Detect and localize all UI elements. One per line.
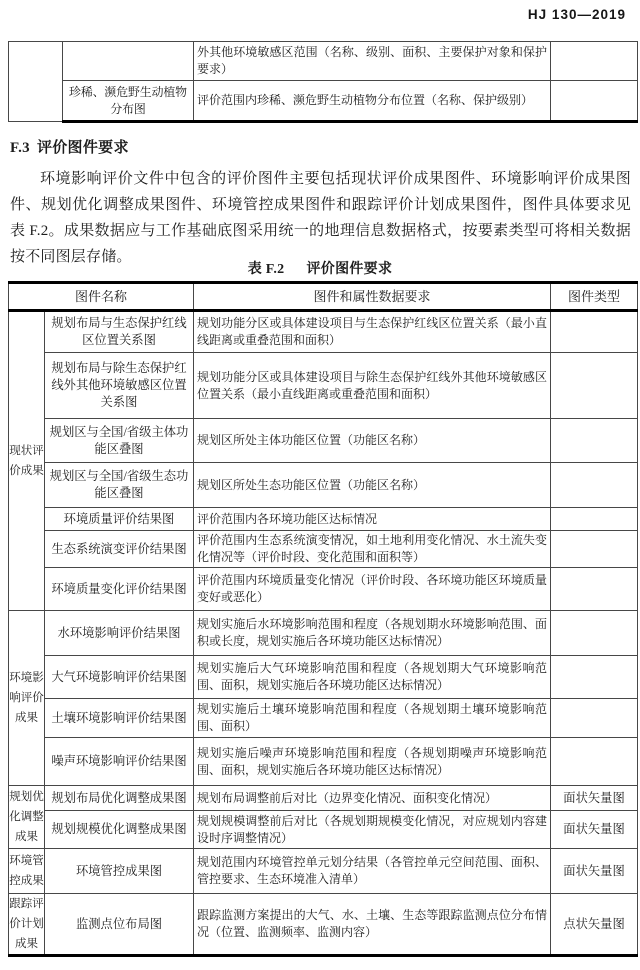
table-header-row [9,283,638,311]
table-row [9,786,638,811]
section-heading [10,136,129,157]
cell-map-type: 面状矢量图 [551,811,638,849]
table-caption-title: 评价图件要求 [306,262,393,277]
cell-group-label: 现状评价成果 [9,311,45,611]
cell-map-name: 规划布局与除生态保护红线外其他环境敏感区位置关系图 [45,353,194,419]
header-map-type: 图件类型 [551,283,638,311]
cell-map-name: 规划区与全国/省级主体功能区叠图 [45,419,194,463]
cell-map-type [551,463,638,508]
cell-map-name: 规划规模优化调整成果图 [45,811,194,849]
table-row [9,568,638,611]
cell-requirement: 规划功能分区或具体建设项目与除生态保护红线外其他环境敏感区位置关系（最小直线距离或重叠范围和面积） [194,353,551,419]
cell-map-type [551,42,638,81]
cell-map-type [551,311,638,353]
cell-requirement: 规划实施后噪声环境影响范围和程度（各规划期噪声环境影响范围、面积，规划实施后各环境功能区达标情况） [194,738,551,786]
table-row [9,738,638,786]
table-caption [0,258,640,278]
table-row [9,894,638,956]
table-row [9,656,638,699]
cell-requirement: 规划区所处主体功能区位置（功能区名称） [194,419,551,463]
cell-requirement: 规划规模调整前后对比（各规划期规模变化情况，对应规划内容建设时序调整情况） [194,811,551,849]
cell-map-name: 水环境影响评价结果图 [45,611,194,656]
cell-requirement: 规划实施后水环境影响范围和程度（各规划期水环境影响范围、面积或长度，规划实施后各环境功能区达标情况） [194,611,551,656]
table-row [9,811,638,849]
table-row [9,849,638,894]
section-number: F.3 [10,140,30,156]
cell-requirement: 规划范围内环境管控单元划分结果（各管控单元空间范围、面积、管控要求、生态环境准入清单） [194,849,551,894]
table-row [9,42,638,81]
cell-map-name: 环境质量评价结果图 [45,508,194,531]
table-row [9,508,638,531]
body-paragraph: 环境影响评价文件中包含的评价图件主要包括现状评价成果图件、环境影响评价成果图件、规划优化调整成果图件、环境管控成果图件和跟踪评价计划成果图件，图件具体要求见表 F.2。成果数据应与工作基础底图采用统一的地理信息数据格式，按要素类型可将相关数据按不同图层存储。 [10,171,631,265]
cell-requirement: 规划功能分区或具体建设项目与生态保护红线区位置关系（最小直线距离或重叠范围和面积） [194,311,551,353]
table-f1-continuation [8,41,638,123]
cell-requirement: 规划布局调整前后对比（边界变化情况、面积变化情况） [194,786,551,811]
cell-map-name: 生态系统演变评价结果图 [45,531,194,568]
cell-requirement: 评价范围内各环境功能区达标情况 [194,508,551,531]
cell-map-name: 规划布局优化调整成果图 [45,786,194,811]
cell-map-type [551,568,638,611]
table-row [9,311,638,353]
table-f2 [8,281,638,957]
cell-map-name: 土壤环境影响评价结果图 [45,699,194,738]
header-requirement: 图件和属性数据要求 [194,283,551,311]
cell-map-type [551,353,638,419]
cell-map-type [551,611,638,656]
cell-requirement: 评价范围内珍稀、濒危野生动植物分布位置（名称、保护级别） [194,81,551,122]
cell-map-type [551,699,638,738]
table-row [9,699,638,738]
table-row [9,81,638,122]
cell-map-name: 大气环境影响评价结果图 [45,656,194,699]
cell-map-type: 面状矢量图 [551,849,638,894]
header-map-name: 图件名称 [9,283,194,311]
cell-map-type [551,738,638,786]
cell-requirement: 规划实施后大气环境影响范围和程度（各规划期大气环境影响范围、面积，规划实施后各环境功能区达标情况） [194,656,551,699]
cell-group-empty [9,42,63,122]
cell-map-type [551,531,638,568]
cell-group-label: 环境管控成果 [9,849,45,894]
cell-map-name: 监测点位布局图 [45,894,194,956]
cell-map-type: 点状矢量图 [551,894,638,956]
section-title: 评价图件要求 [36,140,129,156]
cell-map-type: 面状矢量图 [551,786,638,811]
table-caption-number: 表 F.2 [247,262,285,277]
cell-requirement: 外其他环境敏感区范围（名称、级别、面积、主要保护对象和保护要求） [194,42,551,81]
table-row [9,463,638,508]
cell-map-name: 珍稀、濒危野生动植物分布图 [63,81,194,122]
table-row [9,419,638,463]
cell-map-name: 环境管控成果图 [45,849,194,894]
cell-map-type [551,508,638,531]
cell-group-label: 规划优化调整成果 [9,786,45,849]
cell-map-type [551,81,638,122]
cell-requirement: 规划实施后土壤环境影响范围和程度（各规划期土壤环境影响范围、面积） [194,699,551,738]
cell-map-type [551,419,638,463]
cell-map-name: 环境质量变化评价结果图 [45,568,194,611]
cell-map-type [551,656,638,699]
table-row [9,531,638,568]
cell-requirement: 评价范围内环境质量变化情况（评价时段、各环境功能区环境质量变好或恶化） [194,568,551,611]
cell-group-label: 跟踪评价计划成果 [9,894,45,956]
cell-map-name: 规划布局与生态保护红线区位置关系图 [45,311,194,353]
cell-requirement: 跟踪监测方案提出的大气、水、土壤、生态等跟踪监测点位分布情况（位置、监测频率、监测内容） [194,894,551,956]
table-row [9,353,638,419]
cell-map-name: 规划区与全国/省级生态功能区叠图 [45,463,194,508]
cell-requirement: 规划区所处生态功能区位置（功能区名称） [194,463,551,508]
cell-map-name [63,42,194,81]
standard-number-header: HJ 130—2019 [527,7,626,22]
cell-group-label: 环境影响评价成果 [9,611,45,786]
cell-requirement: 评价范围内生态系统演变情况，如土地利用变化情况、水土流失变化情况等（评价时段、变化范围和面积等） [194,531,551,568]
table-row [9,611,638,656]
cell-map-name: 噪声环境影响评价结果图 [45,738,194,786]
